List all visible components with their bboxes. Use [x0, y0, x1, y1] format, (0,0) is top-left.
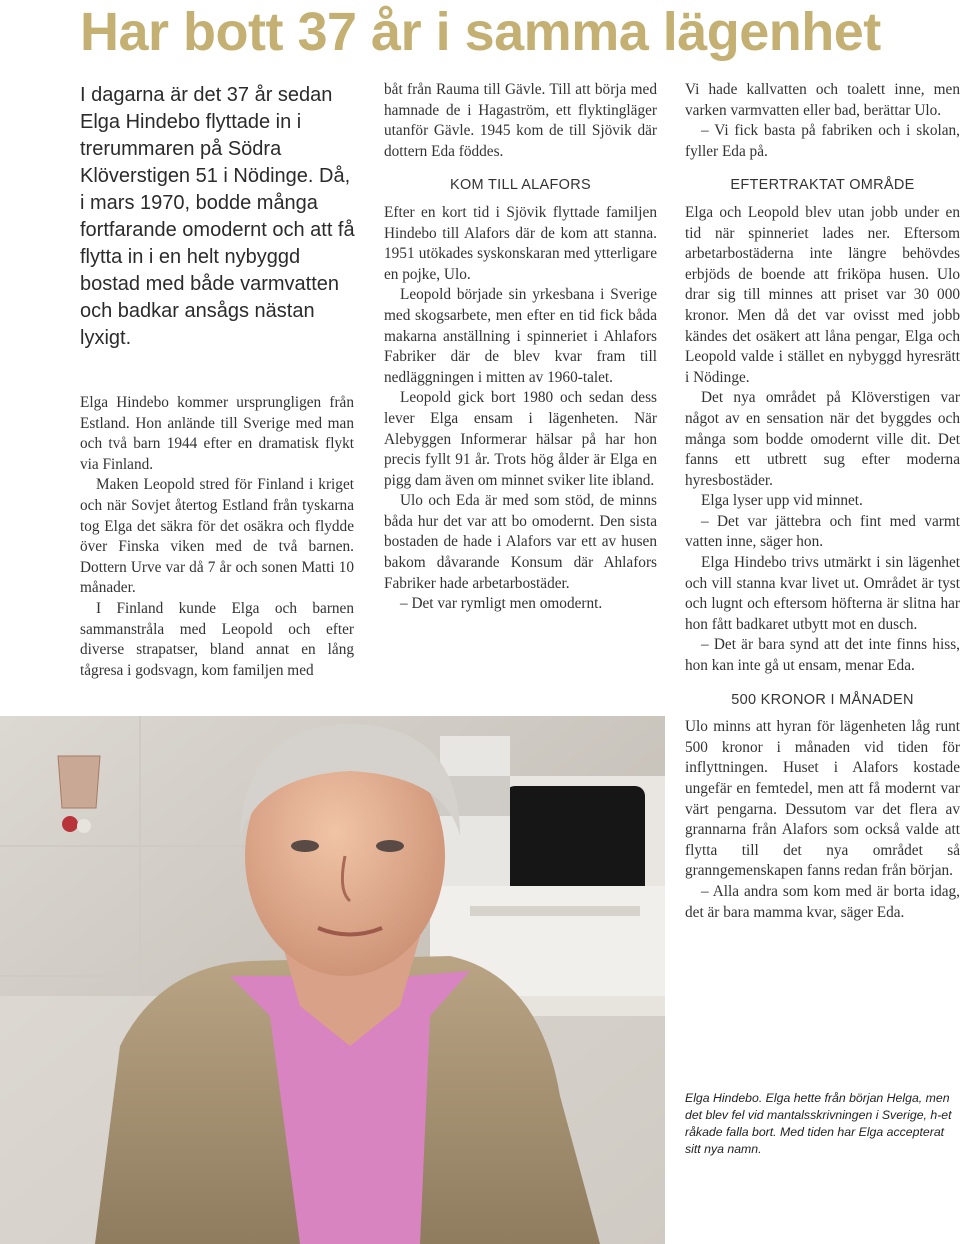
photo-caption: Elga Hindebo. Elga hette från början Helga, men det blev fel vid mantalsskrivningen i Sverige, h-et råkade falla bort. Med tiden har Elga accepterat sitt nya namn.: [685, 1091, 952, 1156]
body-paragraph: I Finland kunde Elga och barnen sammanstråla med Leopold och efter diverse strapatser, bland annat en lång tågresa i godsvagn, kom familjen med: [80, 599, 354, 679]
subheading-eftertraktat-omrade: EFTERTRAKTAT OMRÅDE: [730, 177, 915, 194]
body-paragraph: Elga och Leopold blev utan jobb under en tid när spinneriet lades ner. Eftersom arbetarbostäderna inte längre behövdes erbjöds de boende att friköpa husen. Ulo drar sig till minnes att priset var 30 000 kronor. Men då det var ovisst med jobb kändes det osäkert att låna pengar, Elga och Leopold valde i stället en nybyggd hyresrätt i Nödinge.: [685, 203, 960, 386]
subheading-500-kronor: 500 KRONOR I MÅNADEN: [731, 691, 914, 708]
body-paragraph: Ulo minns att hyran för lägenheten låg runt 500 kronor i månaden vid tiden för inflyttningen. Huset i Alafors kostade ungefär en femtedel, men att få modernt var värt pengarna. Dessutom var det flera av grannarna från Alafors som också valde att flytta till det nya området så granngemenskapen fanns redan från början.: [685, 718, 960, 880]
subheading-kom-till-alafors: KOM TILL ALAFORS: [450, 177, 591, 194]
body-paragraph: båt från Rauma till Gävle. Till att börja med hamnade de i Hagaström, ett flyktingläger utanför Gävle. 1945 kom de till Sjövik där dottern Eda föddes.: [384, 81, 657, 160]
body-paragraph: – Alla andra som kom med är borta idag, det är bara mamma kvar, säger Eda.: [685, 882, 960, 921]
body-paragraph: Elga lyser upp vid minnet.: [701, 492, 863, 510]
column-1: [80, 393, 354, 681]
body-paragraph: Ulo och Eda är med som stöd, de minns båda hur det var att bo omodernt. Den sista bostaden de hade i Alafors var ett av husen bakom dåvarande Konsum där Ahlafors Fabriker hade arbetarbostäder.: [384, 492, 657, 592]
body-paragraph: Maken Leopold stred för Finland i kriget och när Sovjet återtog Estland från tyskarna tog Elga det säkra för det osäkra och flydde över Finska viken med de två barnen. Dottern Urve var då 7 år och sonen Matti 10 månader.: [80, 476, 354, 597]
headline: Har bott 37 år i samma lägenhet: [80, 2, 881, 62]
lead-paragraph: I dagarna är det 37 år sedan Elga Hindebo flyttade in i trerummaren på Södra Klöverstigen 51 i Nödinge. Då, i mars 1970, bodde många fortfarande omodernt och att få flytta in i en helt nybyggd bostad med både varmvatten och badkar ansågs nästan lyxigt.: [80, 84, 355, 349]
body-paragraph: Elga Hindebo trivs utmärkt i sin lägenhet och vill stanna kvar livet ut. Området är tyst och lugnt och eftersom höfterna är slitna har hon fått badkaret utbytt mot en dusch.: [685, 554, 960, 633]
body-paragraph: Leopold gick bort 1980 och sedan dess lever Elga ensam i lägenheten. När Alebyggen Informerar hälsar på har hon precis fyllt 91 år. Trots hög ålder är Elga en pigg dam även om minnet sviker lite ibland.: [384, 389, 657, 489]
body-paragraph: Elga Hindebo kommer ursprungligen från Estland. Hon anlände till Sverige med man och två barn 1944 efter en dramatisk flykt via Finland.: [80, 394, 354, 473]
body-paragraph: – Vi fick basta på fabriken och i skolan, fyller Eda på.: [685, 122, 960, 160]
body-paragraph: – Det var jättebra och fint med varmt vatten inne, säger hon.: [685, 512, 960, 551]
body-paragraph: Leopold började sin yrkesbana i Sverige med skogsarbete, men efter en tid fick båda makarna anställning i spinneriet i Ahlafors Fabriker där de blev kvar fram till nedläggningen i mitten av 1960-talet.: [384, 286, 657, 386]
body-paragraph: Efter en kort tid i Sjövik flyttade familjen Hindebo till Alafors där de kom att stanna. 1951 utökades syskonskaran med ytterligare en pojke, Ulo.: [384, 203, 657, 283]
body-paragraph: – Det var rymligt men omodernt.: [400, 595, 603, 613]
portrait-photo: [0, 716, 665, 1244]
body-paragraph: Det nya området på Klöverstigen var något av en sensation när det byggdes och många som bodde omodernt ville dit. Det fanns ett utbrett sug efter moderna hyresbostäder.: [685, 389, 960, 489]
body-paragraph: Vi hade kallvatten och toalett inne, men varken varmvatten eller bad, berättar Ulo.: [685, 81, 960, 119]
column-3: [685, 80, 960, 923]
column-2: [384, 80, 657, 615]
body-paragraph: – Det är bara synd att det inte finns hiss, hon kan inte gå ut ensam, menar Eda.: [685, 636, 960, 675]
